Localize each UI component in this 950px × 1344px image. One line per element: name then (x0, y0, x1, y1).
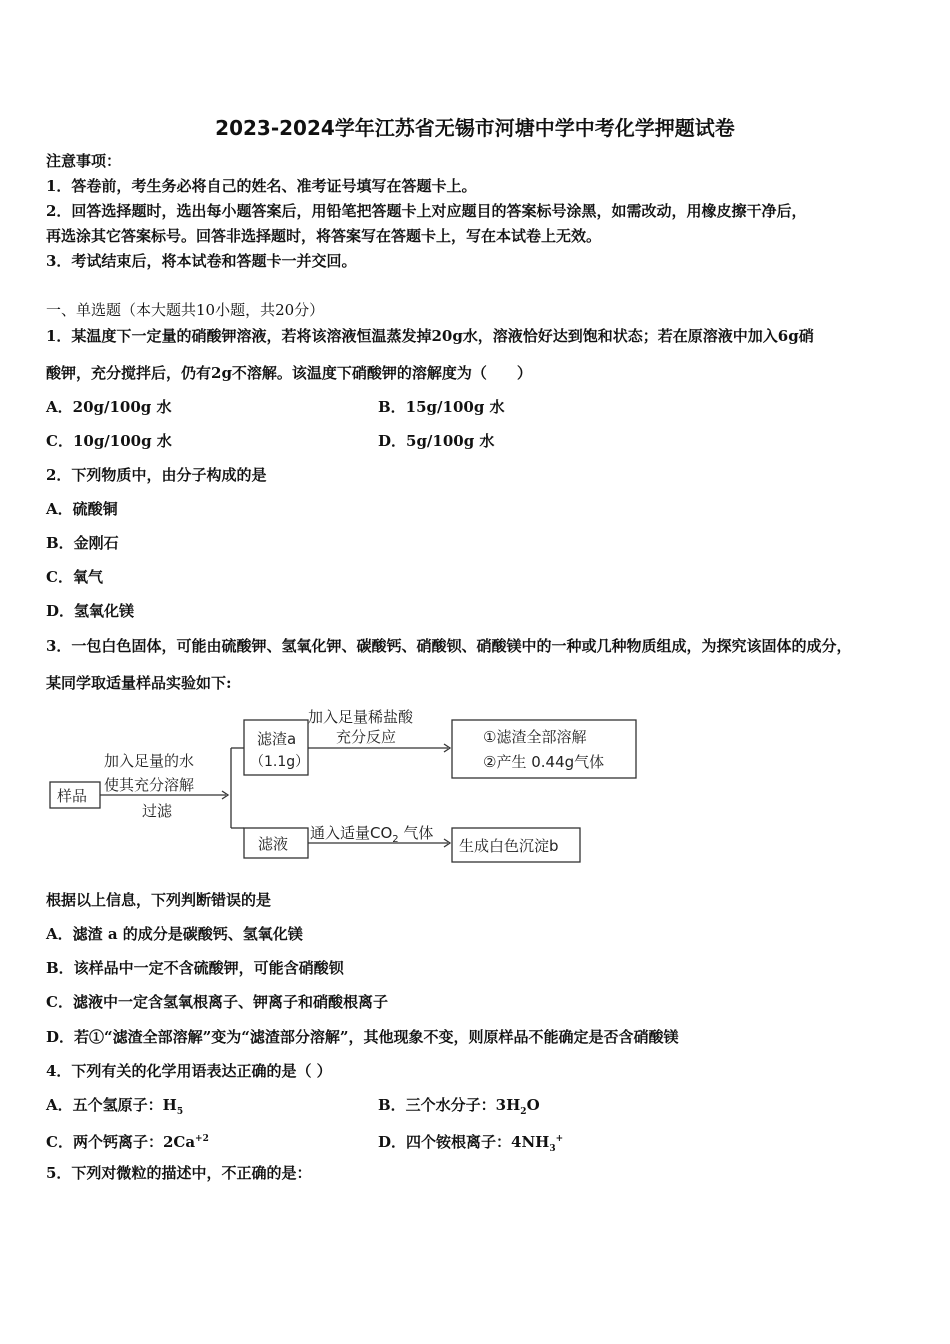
filtrate-label: 滤液 (258, 835, 289, 853)
q1-option-a: A．20g/100g 水 (46, 398, 172, 416)
acid-line2: 充分反应 (336, 728, 397, 746)
q2-option-d: D．氢氧化镁 (46, 602, 135, 620)
residue-line2: （1.1g） (250, 754, 310, 770)
residue-line1: 滤渣a (257, 730, 297, 748)
q1-option-d: D．5g/100g 水 (378, 432, 495, 450)
q3-option-c: C．滤液中一定含氢氧根离子、钾离子和硝酸根离子 (46, 993, 388, 1011)
result1-line2: ②产生 0.44g气体 (483, 753, 605, 771)
section-heading: 一、单选题（本大题共10小题，共20分） (46, 301, 325, 319)
q1-option-c: C．10g/100g 水 (46, 432, 172, 450)
notice-item-3: 3．考试结束后，将本试卷和答题卡一并交回。 (46, 252, 357, 270)
co2-label: 通入适量$CO_2$ 气体 (310, 824, 434, 845)
q3-after-text: 根据以上信息，下列判断错误的是 (46, 891, 272, 909)
q3-option-a: A．滤渣 a 的成分是碳酸钙、氢氧化镁 (46, 925, 303, 943)
q4-stem: 4．下列有关的化学用语表达正确的是（ ） (46, 1062, 332, 1080)
q4-option-a: A．五个氢原子：$H_5$ (46, 1096, 184, 1117)
q5-stem: 5．下列对微粒的描述中，不正确的是： (46, 1164, 312, 1182)
step1-line3: 过滤 (142, 802, 173, 820)
step1-line1: 加入足量的水 (104, 752, 195, 770)
q3-option-d: D．若①“滤渣全部溶解”变为“滤渣部分溶解”，其他现象不变，则原样品不能确定是否含硝酸镁 (46, 1028, 679, 1046)
q1-stem-line2: 酸钾，充分搅拌后，仍有2g不溶解。该温度下硝酸钾的溶解度为（ ） (46, 364, 532, 382)
q3-stem-line2: 某同学取适量样品实验如下: (46, 674, 232, 692)
q2-option-a: A．硫酸铜 (46, 500, 118, 518)
acid-line1: 加入足量稀盐酸 (308, 708, 414, 726)
q4-option-c: C．两个钙离子：$2Ca^{+2}$ (46, 1133, 209, 1151)
q3-flow-diagram (46, 700, 646, 870)
notice-item-1: 1．答卷前，考生务必将自己的姓名、准考证号填写在答题卡上。 (46, 177, 477, 195)
page-title: 2023-2024学年江苏省无锡市河塘中学中考化学押题试卷 (215, 116, 735, 140)
notice-heading: 注意事项： (46, 152, 122, 170)
q1-stem-line1: 1．某温度下一定量的硝酸钾溶液，若将该溶液恒温蒸发掉20g水，溶液恰好达到饱和状态；若在原溶液中加入6g硝 (46, 327, 814, 345)
step1-line2: 使其充分溶解 (104, 776, 195, 794)
notice-item-2: 2．回答选择题时，选出每小题答案后，用铅笔把答题卡上对应题目的答案标号涂黑，如需改动，用橡皮擦干净后， (46, 202, 807, 220)
q3-option-b: B．该样品中一定不含硫酸钾，可能含硝酸钡 (46, 959, 344, 977)
q4-option-d: D．四个铵根离子：$4NH_3^+$ (378, 1133, 564, 1154)
q1-option-b: B．15g/100g 水 (378, 398, 505, 416)
sample-label: 样品 (57, 787, 88, 805)
notice-item-2-cont: 再选涂其它答案标号。回答非选择题时，将答案写在答题卡上，写在本试卷上无效。 (46, 227, 602, 245)
q2-stem: 2．下列物质中，由分子构成的是 (46, 466, 267, 484)
result1-line1: ①滤渣全部溶解 (483, 728, 587, 746)
q4-option-b: B．三个水分子：$3H_2O$ (378, 1096, 540, 1117)
q2-option-b: B．金刚石 (46, 534, 119, 552)
q3-stem-line1: 3．一包白色固体，可能由硫酸钾、氢氧化钾、碳酸钙、硝酸钡、硝酸镁中的一种或几种物质组成，为探究该固体的成分， (46, 637, 852, 655)
result2-label: 生成白色沉淀b (459, 837, 559, 855)
q2-option-c: C．氧气 (46, 568, 103, 586)
